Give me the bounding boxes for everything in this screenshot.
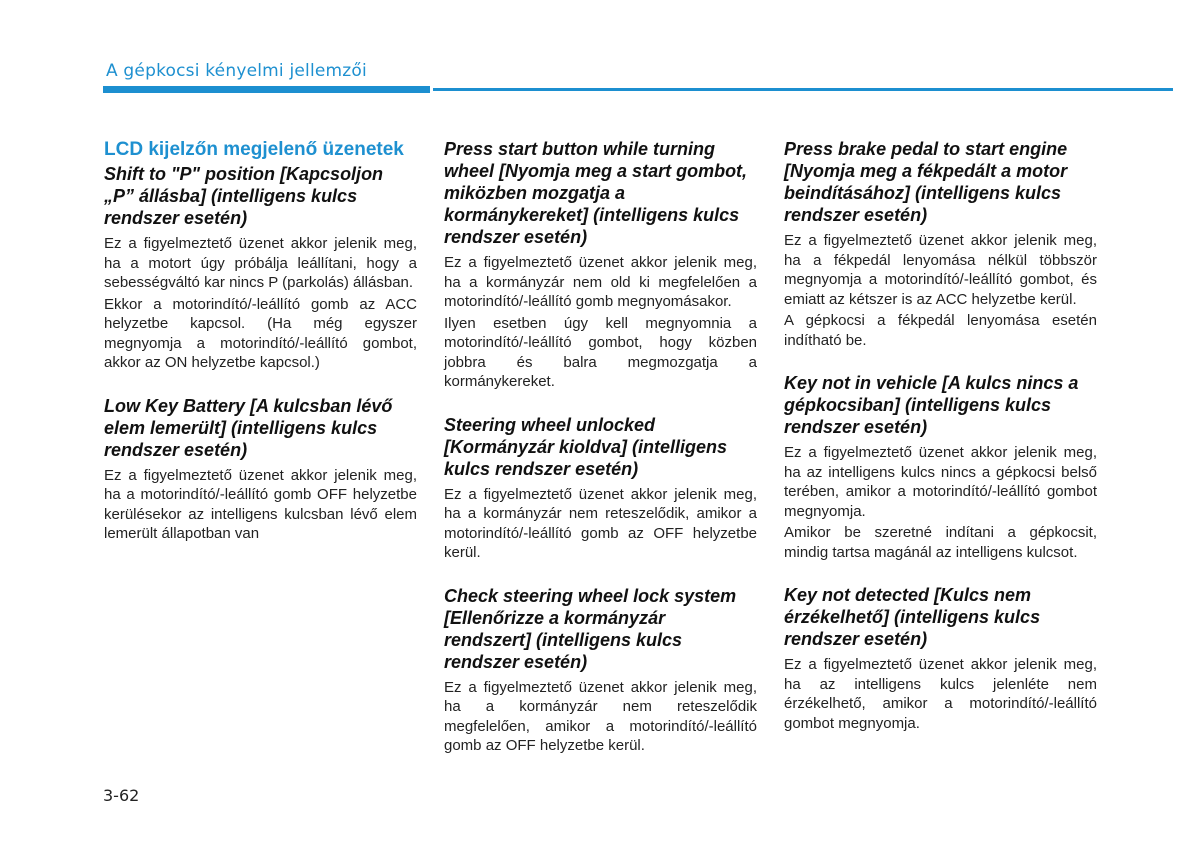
header-rule-thick xyxy=(103,86,430,93)
message-heading: Key not detected [Kulcs nem érzékelhető] (intelligens kulcs rendszer esetén) xyxy=(784,585,1041,649)
message-heading: Shift to "P" position [Kapcsoljon „P” állásba] (intelligens kulcs rendszer esetén) xyxy=(104,164,384,228)
message-text: Ez a figyelmeztető üzenet akkor jelenik meg, ha a motort úgy próbálja leállítani, hogy a sebességváltó kar nincs P (parkolás) állásban. xyxy=(104,235,417,291)
message-text: Ekkor a motorindító/-leállító gomb az ACC helyzetbe kapcsol. (Ha még egyszer megnyomja a motorindító/-leállító gombot, akkor az ON helyzetbe kapcsol.) xyxy=(104,295,417,371)
section-title: LCD kijelzőn megjelenő üzenetek xyxy=(104,139,404,160)
message-heading: Steering wheel unlocked [Kormányzár kioldva] (intelligens kulcs rendszer esetén) xyxy=(444,414,728,479)
message-text: Ez a figyelmeztető üzenet akkor jelenik meg, ha az intelligens kulcs nincs a gépkocsi belső terében, amikor a motorindító/-leállító gombot megnyomja. xyxy=(784,444,1097,520)
running-header: A gépkocsi kényelmi jellemzői xyxy=(106,61,367,81)
message-heading: Check steering wheel lock system [Ellenőrizze a kormányzár rendszert] (intelligens kulcs rendszer esetén) xyxy=(444,585,737,672)
message-heading: Press brake pedal to start engine [Nyomja meg a fékpedált a motor beindításához] (intelligens kulcs rendszer esetén) xyxy=(784,139,1068,225)
column-left xyxy=(104,138,417,546)
message-text: A gépkocsi a fékpedál lenyomása esetén indítható be. xyxy=(784,312,1097,349)
column-middle xyxy=(444,138,757,758)
message-text: Amikor be szeretné indítani a gépkocsit, mindig tartsa magánál az intelligens kulcsot. xyxy=(784,524,1097,561)
message-heading: Key not in vehicle [A kulcs nincs a gépkocsiban] (intelligens kulcs rendszer esetén) xyxy=(784,373,1079,437)
message-text: Ez a figyelmeztető üzenet akkor jelenik meg, ha a fékpedál lenyomása nélkül többször megnyomja a motorindító/-leállító gombot, és emiatt az kétszer is az ACC helyzetbe kerül. xyxy=(784,232,1097,308)
message-text: Ez a figyelmeztető üzenet akkor jelenik meg, ha az intelligens kulcs jelenléte nem érzékelhető, amikor a motorindító/-leállító gombot megnyomja. xyxy=(784,656,1097,732)
page-number: 3-62 xyxy=(103,786,140,805)
column-right xyxy=(784,138,1097,735)
header-rule-thin xyxy=(433,88,1173,91)
message-text: Ilyen esetben úgy kell megnyomnia a motorindító/-leállító gombot, hogy közben jobbra és balra megmozgatja a kormánykereket. xyxy=(444,314,757,390)
message-text: Ez a figyelmeztető üzenet akkor jelenik meg, ha a kormányzár nem reteszelődik megfelelően, amikor a motorindító/-leállító gomb az OFF helyzetbe kerül. xyxy=(444,678,757,754)
message-heading: Low Key Battery [A kulcsban lévő elem lemerült] (intelligens kulcs rendszer esetén) xyxy=(104,395,393,460)
message-text: Ez a figyelmeztető üzenet akkor jelenik meg, ha a kormányzár nem old ki megfelelően a motorindító/-leállító gomb megnyomásakor. xyxy=(444,254,757,310)
message-text: Ez a figyelmeztető üzenet akkor jelenik meg, ha a kormányzár nem reteszelődik, amikor a motorindító/-leállító gomb az OFF helyzetbe kerül. xyxy=(444,485,757,561)
message-heading: Press start button while turning wheel [Nyomja meg a start gombot, miközben mozgatja a kormánykereket] (intelligens kulcs rendszer esetén) xyxy=(444,139,748,247)
message-text: Ez a figyelmeztető üzenet akkor jelenik meg, ha a motorindító/-leállító gomb OFF helyzetbe kerülésekor az intelligens kulcsban lévő elem lemerült állapotban van xyxy=(104,466,417,542)
